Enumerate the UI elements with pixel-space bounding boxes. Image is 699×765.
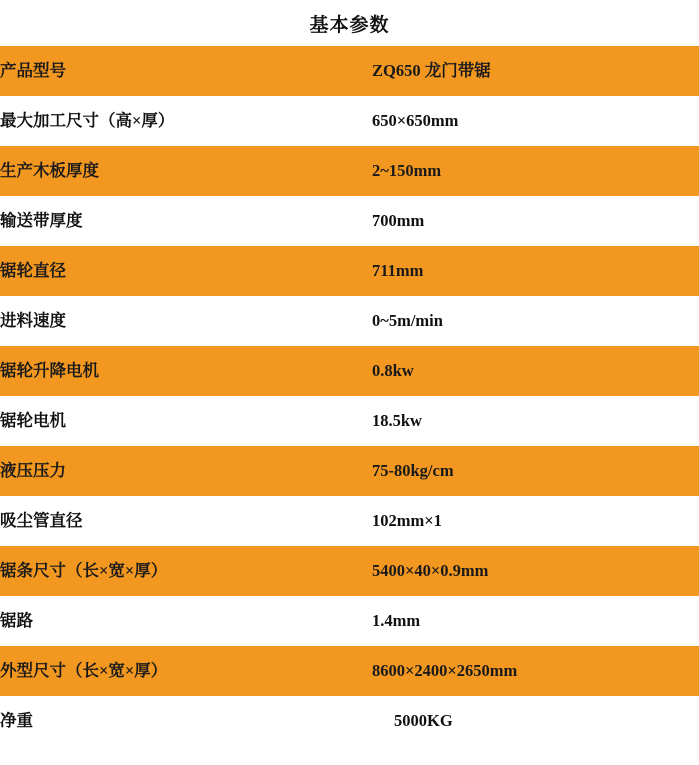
- param-value: 5000KG: [394, 710, 453, 730]
- param-label: 锯轮电机: [0, 410, 66, 430]
- param-label: 输送带厚度: [0, 210, 83, 230]
- specifications-table: [0, 46, 699, 746]
- table-row: [0, 596, 699, 646]
- param-label: 锯轮直径: [0, 260, 66, 280]
- param-label: 净重: [0, 710, 33, 730]
- param-label: 最大加工尺寸（高×厚）: [0, 110, 175, 130]
- table-row: [0, 696, 699, 746]
- param-label: 产品型号: [0, 60, 66, 80]
- param-label: 锯轮升降电机: [0, 360, 99, 380]
- param-value: 1.4mm: [372, 610, 421, 630]
- param-value: 2~150mm: [372, 160, 442, 180]
- param-value: 5400×40×0.9mm: [372, 560, 489, 580]
- param-label: 外型尺寸（长×宽×厚）: [0, 660, 168, 680]
- param-label: 液压压力: [0, 460, 66, 480]
- table-row: [0, 346, 699, 396]
- param-value: 8600×2400×2650mm: [372, 660, 518, 680]
- param-value: 0.8kw: [372, 360, 414, 380]
- param-label: 锯条尺寸（长×宽×厚）: [0, 560, 168, 580]
- table-row: [0, 196, 699, 246]
- page-title: 基本参数: [309, 15, 390, 36]
- table-row: [0, 446, 699, 496]
- param-label: 生产木板厚度: [0, 160, 99, 180]
- table-row: [0, 96, 699, 146]
- table-row: [0, 146, 699, 196]
- param-value: 650×650mm: [372, 110, 459, 130]
- table-row: [0, 646, 699, 696]
- param-value: 102mm×1: [372, 510, 442, 530]
- param-label: 锯路: [0, 610, 33, 630]
- param-value: 75-80kg/cm: [372, 460, 454, 480]
- table-row: [0, 46, 699, 96]
- param-value: ZQ650 龙门带锯: [372, 60, 491, 80]
- table-row: [0, 546, 699, 596]
- table-row: [0, 396, 699, 446]
- param-label: 进料速度: [0, 310, 66, 330]
- param-value: 0~5m/min: [372, 310, 443, 330]
- param-value: 18.5kw: [372, 410, 422, 430]
- param-label: 吸尘管直径: [0, 510, 83, 530]
- param-value: 711mm: [372, 260, 424, 280]
- table-row: [0, 296, 699, 346]
- table-row: [0, 496, 699, 546]
- param-value: 700mm: [372, 210, 425, 230]
- table-row: [0, 246, 699, 296]
